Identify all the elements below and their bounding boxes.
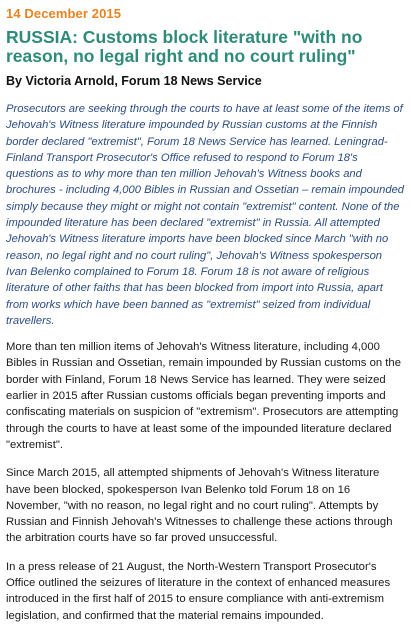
article-paragraph-2: Since March 2015, all attempted shipments of Jehovah's Witness literature have been blocked, spokesperson Ivan Belenko told Forum 18 on 16 November, "with no reason, no legal right and no court ruling". Attempts by Russian and Finnish Jehovah's Witnesses to challenge these actions through the arbitration courts have so far proved unsuccessful. xyxy=(6,467,393,545)
article-date: 14 December 2015 xyxy=(6,6,122,21)
article-summary: Prosecutors are seeking through the courts to have at least some of the items of Jehovah's Witness literature impounded by Russian customs at the Finnish border declared "extremist", Forum 18 News Service has learned. Leningrad-Finland Transport Prosecutor's Office refused to respond to Forum 18's questions as to why more than ten million Jehovah's Witness books and brochures - including 4,000 Bibles in Russian and Ossetian – remain impounded simply because they might or might not contain "extremist" content. None of the impounded literature has been declared "extremist" in Russia. All attempted Jehovah's Witness literature imports have been blocked since March "with no reason, no legal right and no court ruling", Jehovah's Witness spokesperson Ivan Belenko complained to Forum 18. Forum 18 is not aware of religious literature of other faiths that has been blocked from import into Russia, apart from works which have been banned as "extremist" seized from individual travellers. xyxy=(6,103,405,327)
article-paragraph-3: In a press release of 21 August, the North-Western Transport Prosecutor's Office outlined the seizures of literature in the context of enhanced measures introduced in the first half of 2015 to ensure compliance with anti-extremism legislation, and confirmed that the material remains impounded. xyxy=(6,560,391,622)
article-title: RUSSIA: Customs block literature "with no reason, no legal right and no court ruling" xyxy=(6,27,363,66)
article-byline: By Victoria Arnold, Forum 18 News Service xyxy=(6,74,262,88)
article-paragraph-1: More than ten million items of Jehovah's Witness literature, including 4,000 Bibles in Russian and Ossetian, remain impounded by Russian customs on the border with Finland, Forum 18 News Service has learned. They were seized earlier in 2015 after Russian customs officials began preventing imports and confiscating materials on suspicion of "extremism". Prosecutors are attempting through the courts to have at least some of the impounded literature declared "extremist". xyxy=(6,341,401,451)
